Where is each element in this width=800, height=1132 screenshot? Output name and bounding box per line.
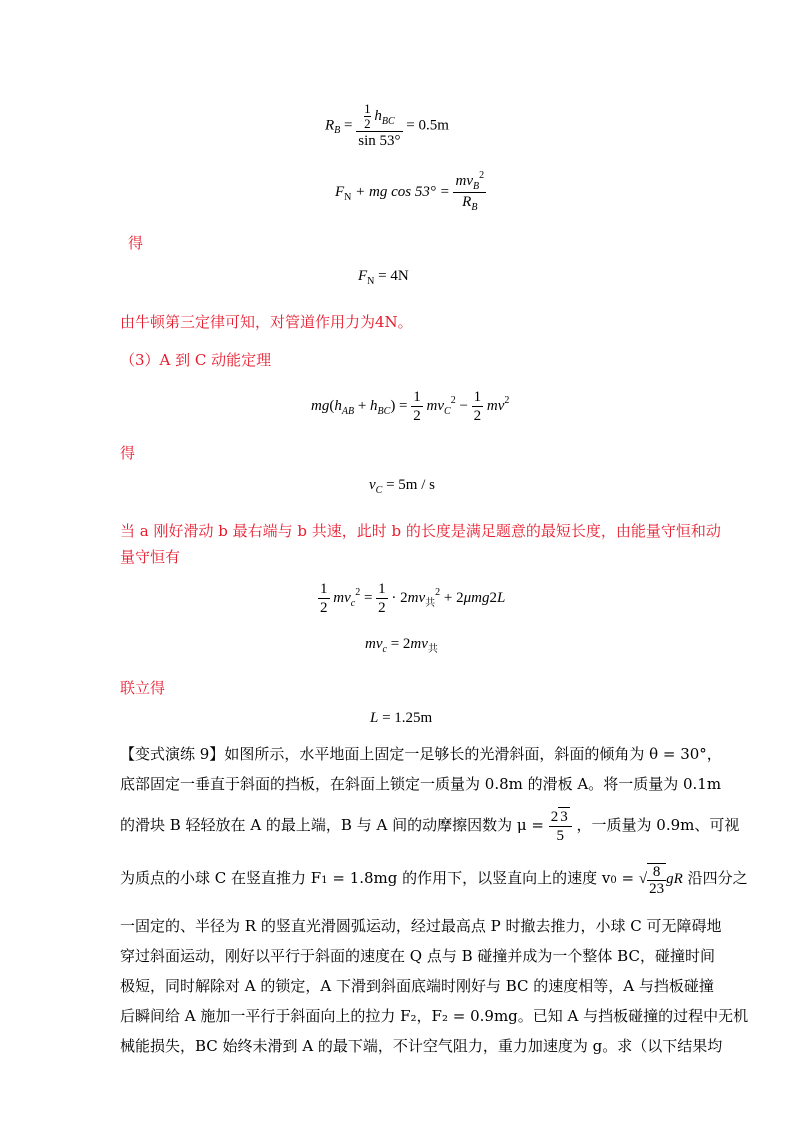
eq-fn-den: R <box>462 194 472 210</box>
text-lianli: 联立得 <box>120 679 166 697</box>
eq-fn-f: F <box>335 183 345 200</box>
eq-fn-num: mv <box>455 173 473 189</box>
mu-fraction: $\frac{2 3}{5}$ <box>549 807 572 845</box>
problem-line-4: 为质点的小球 C 在竖直推力 F1 = 1.8mg 的作用下，以竖直向上的速度 v0 = √ $\frac{8}{23}$ gR 沿四分之 <box>120 863 748 897</box>
equation-energy-conservation: $\frac{1}{2}$ $mv_c^2$ = $\frac{1}{2}$ · $2mv_共^2 + 2\mu mg2L$ <box>320 581 506 616</box>
eq-fn-mid: + mg cos 53° = <box>355 183 450 200</box>
eq-fnr-rhs: = 4N <box>378 268 409 284</box>
problem-label: 【变式演练 9】 <box>120 745 225 763</box>
text-part3: （3）A 到 C 动能定理 <box>120 351 272 369</box>
eq-rb-symbol: R <box>325 117 335 134</box>
problem-paragraph <box>120 739 749 1061</box>
problem-line-6: 穿过斜面运动，刚好以平行于斜面的速度在 Q 点与 B 碰撞并成为一个整体 BC，碰撞时间 <box>120 947 715 965</box>
problem-line-3: 的滑块 B 轻轻放在 A 的最上端，B 与 A 间的动摩擦因数为 μ = $\frac{2 3}{5}$ ，一质量为 0.9m、可视 <box>120 809 740 844</box>
problem-line-2: 底部固定一垂直于斜面的挡板，在斜面上锁定一质量为 0.8m 的滑板 A。将一质量为 0.1m <box>120 775 722 793</box>
text-de-2: 得 <box>120 444 136 462</box>
text-momentum-intro-2: 量守恒有 <box>120 548 181 566</box>
eq-rb-sub: B <box>334 125 341 137</box>
equation-rb: $R_B$ = $\frac{1}{2}$ $h_{BC}$ sin 53° = 0.5m <box>325 101 449 149</box>
eq-rb-den: sin 53° <box>358 133 401 149</box>
text-de-1: 得 <box>128 234 144 252</box>
eq-rb-h-sub: BC <box>381 115 395 127</box>
text-momentum-intro-1: 当 a 刚好滑动 b 最右端与 b 共速，此时 b 的长度是满足题意的最短长度，由能量守恒和动 <box>120 522 721 540</box>
equation-fn-result: $F_N = 4N$ <box>358 268 409 287</box>
eq-fn-fraction: $\frac{mv_B^2}{R_B}$ <box>455 170 485 213</box>
text-conclusion-force: 由牛顿第三定律可知，对管道作用力为4N。 <box>120 313 413 331</box>
eq-rb-fraction <box>356 102 402 150</box>
eq-rb-h: h <box>374 107 382 124</box>
eq-fnr-f: F <box>358 268 368 284</box>
eq-vc-rhs: = 5m / s <box>386 477 435 493</box>
eq-vc-v: v <box>369 477 376 493</box>
problem-line-1: 【变式演练 9】如图所示，水平地面上固定一足够长的光滑斜面，斜面的倾角为 θ = 30°， <box>120 745 722 763</box>
problem-line-9: 械能损失，BC 始终未滑到 A 的最下端，不计空气阻力，重力加速度为 g。求（以下结果均 <box>120 1037 723 1055</box>
eq-rb-half-den: 2 <box>364 116 371 131</box>
equation-energy: $mg(h_{AB} + h_{BC})$ = $\frac{1}{2}$ $mv_C^2$ − $\frac{1}{2}$ $mv^2$ <box>311 389 510 424</box>
equation-fn: $F_N$ + mg cos 53° = $\frac{mv_B^2}{R_B}$ <box>335 170 485 213</box>
problem-line-7: 极短，同时解除对 A 的锁定，A 下滑到斜面底端时刚好与 BC 的速度相等，A 与挡板碰撞 <box>120 977 714 995</box>
problem-line-8: 后瞬间给 A 施加一平行于斜面向上的拉力 F₂，F₂ = 0.9mg。已知 A 与挡板碰撞的过程中无机 <box>120 1007 749 1025</box>
eq-rb-half-num: 1 <box>364 101 371 116</box>
problem-line-5: 一固定的、半径为 R 的竖直光滑圆弧运动，经过最高点 P 时撤去推力，小球 C 可无障碍地 <box>120 917 722 935</box>
equation-vc: $v_C = 5m / s$ <box>369 477 435 496</box>
eq-rb-rhs: = 0.5m <box>406 117 449 134</box>
equation-momentum: $mv_c = 2mv_共$ <box>365 636 438 655</box>
equation-l: L = 1.25m <box>370 710 433 726</box>
